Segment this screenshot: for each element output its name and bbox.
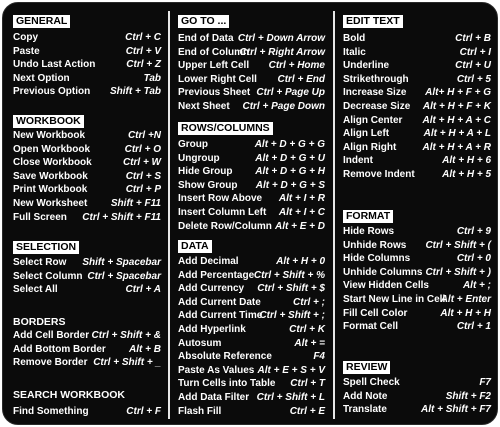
shortcut-keys: Shift + Spacebar: [82, 257, 161, 268]
shortcut-row: [13, 72, 161, 86]
shortcut-keys: Ctrl + A: [125, 284, 161, 296]
shortcut-action: Insert Column Left: [178, 207, 267, 218]
shortcut-keys: Ctrl + K: [289, 324, 325, 335]
shortcut-row: [13, 170, 161, 184]
section-title-data: DATA: [178, 240, 212, 253]
shortcut-keys: Ctrl + S: [125, 170, 161, 182]
shortcut-row: [13, 211, 161, 225]
column-divider: [168, 11, 170, 419]
shortcut-keys: Alt + D + G + U: [255, 152, 325, 164]
shortcut-row: [178, 309, 325, 323]
shortcut-action: Add Data Filter: [178, 392, 250, 403]
shortcut-action: Flash Fill: [178, 405, 222, 417]
shortcut-row: [178, 323, 325, 337]
shortcut-action: Underline: [343, 60, 390, 72]
shortcut-action: Delete Row/Column: [178, 220, 272, 232]
shortcut-action: End of Data: [178, 33, 234, 44]
shortcut-row: [343, 154, 491, 168]
shortcut-keys: Shift + F2: [445, 390, 491, 402]
shortcut-row: [343, 86, 491, 100]
shortcut-action: Previous Sheet: [178, 87, 251, 99]
section-title-borders: BORDERS: [13, 316, 66, 328]
shortcut-keys: Alt + =: [294, 337, 325, 349]
shortcut-keys: Ctrl + I: [459, 46, 491, 58]
shortcut-action: Select Row: [13, 257, 67, 268]
shortcut-keys: Ctrl + Shift + _: [93, 357, 161, 369]
shortcut-row: [343, 403, 491, 417]
shortcut-row: [178, 255, 325, 269]
shortcut-keys: Alt + E + S + V: [257, 364, 325, 376]
shortcut-keys: Ctrl + Shift + %: [253, 269, 325, 281]
shortcut-action: Add Percentage: [178, 269, 255, 281]
shortcut-keys: Ctrl + B: [455, 33, 491, 44]
section-title-review: REVIEW: [343, 361, 390, 374]
shortcut-action: Fill Cell Color: [343, 307, 408, 319]
shortcut-keys: Ctrl + V: [125, 45, 161, 57]
shortcut-row: [178, 364, 325, 378]
shortcut-row: [343, 307, 491, 321]
column-divider: [333, 11, 335, 419]
shortcut-action: Add Current Time: [178, 310, 263, 322]
shortcut-action: Add Cell Border: [13, 330, 90, 341]
shortcut-row: [178, 377, 325, 391]
shortcut-action: Add Note: [343, 390, 388, 402]
shortcut-keys: Ctrl + Z: [126, 59, 161, 71]
shortcut-row: [13, 283, 161, 297]
shortcut-action: Bold: [343, 33, 366, 44]
section-title-search: SEARCH WORKBOOK: [13, 389, 125, 401]
shortcut-row: [343, 390, 491, 404]
shortcut-row: [178, 165, 325, 179]
shortcut-keys: Ctrl + Down Arrow: [237, 33, 325, 44]
shortcut-keys: Ctrl + 1: [456, 321, 491, 333]
shortcut-row: [13, 143, 161, 157]
shortcut-keys: Alt + I + C: [278, 207, 325, 218]
shortcut-keys: Ctrl + Home: [268, 60, 325, 72]
shortcut-keys: Shift + Tab: [109, 86, 161, 98]
shortcut-action: Align Right: [343, 141, 397, 153]
shortcut-action: Upper Left Cell: [178, 60, 250, 72]
shortcut-action: Remove Indent: [343, 169, 415, 180]
shortcut-keys: Alt + H + A + C: [422, 114, 491, 126]
shortcut-action: Add Current Date: [178, 296, 261, 308]
shortcut-keys: Ctrl + Shift + F11: [82, 211, 161, 223]
shortcut-keys: Alt + H + 0: [276, 256, 325, 267]
shortcut-keys: Ctrl + Shift + ): [425, 266, 491, 278]
section-title-workbook: WORKBOOK: [13, 115, 84, 128]
shortcut-action: Absolute Reference: [178, 351, 272, 363]
shortcut-row: [343, 59, 491, 73]
shortcut-action: Close Workbook: [13, 157, 92, 169]
shortcut-action: Align Left: [343, 128, 390, 140]
shortcut-action: Increase Size: [343, 87, 407, 99]
shortcut-row: [343, 239, 491, 253]
shortcut-keys: Ctrl + C: [125, 32, 161, 43]
section-title-rowscolumns: ROWS/COLUMNS: [178, 122, 273, 135]
section-title-general: GENERAL: [13, 15, 70, 28]
shortcut-action: Next Sheet: [178, 101, 230, 112]
shortcut-row: [13, 129, 161, 143]
shortcut-mousepad: [2, 2, 498, 425]
shortcut-keys: Alt + H + 6: [442, 155, 491, 167]
shortcut-action: Add Bottom Border: [13, 343, 106, 355]
shortcut-keys: Alt + D + G + H: [255, 166, 325, 178]
shortcut-keys: Ctrl + Spacebar: [87, 270, 161, 282]
shortcut-action: Strikethrough: [343, 73, 409, 85]
shortcut-keys: Alt + B: [129, 343, 161, 355]
shortcut-row: [178, 32, 325, 46]
shortcut-action: Save Workbook: [13, 170, 88, 182]
shortcut-action: Add Currency: [178, 283, 245, 295]
shortcut-row: [178, 206, 325, 220]
shortcut-keys: Ctrl + Right Arrow: [239, 46, 325, 58]
shortcut-row: [13, 197, 161, 211]
shortcut-row: [178, 100, 325, 114]
shortcut-row: [343, 279, 491, 293]
shortcut-row: [178, 282, 325, 296]
shortcut-action: Unhide Rows: [343, 239, 407, 251]
shortcut-action: End of Column: [178, 46, 250, 58]
shortcut-row: [178, 350, 325, 364]
shortcut-row: [343, 252, 491, 266]
shortcut-action: Remove Border: [13, 357, 88, 369]
shortcut-action: Undo Last Action: [13, 59, 96, 71]
shortcut-action: Group: [178, 139, 208, 150]
shortcut-action: Align Center: [343, 114, 403, 126]
shortcut-action: Hide Group: [178, 166, 233, 178]
shortcut-row: [343, 73, 491, 87]
section-title-goto: GO TO ...: [178, 15, 229, 28]
shortcut-action: Select All: [13, 284, 58, 296]
shortcut-keys: Ctrl + ;: [293, 296, 325, 308]
shortcut-action: Add Decimal: [178, 256, 239, 267]
shortcut-action: Lower Right Cell: [178, 73, 257, 85]
shortcut-row: [13, 405, 161, 419]
shortcut-keys: Ctrl + 5: [456, 73, 491, 85]
shortcut-action: Open Workbook: [13, 143, 91, 155]
shortcut-action: Paste As Values: [178, 364, 255, 376]
shortcut-action: Turn Cells into Table: [178, 378, 276, 390]
shortcut-keys: Ctrl + T: [290, 378, 325, 390]
shortcut-row: [178, 179, 325, 193]
shortcut-action: Select Column: [13, 270, 83, 282]
shortcut-row: [178, 405, 325, 419]
shortcut-keys: Tab: [143, 72, 161, 84]
shortcut-keys: Alt + H + H: [440, 307, 491, 319]
shortcut-keys: Ctrl + U: [455, 60, 491, 72]
shortcut-keys: F4: [313, 351, 325, 363]
shortcut-keys: Alt+ H + F + G: [425, 87, 491, 99]
shortcut-action: Full Screen: [13, 211, 67, 223]
shortcut-action: Autosum: [178, 337, 222, 349]
shortcut-action: View Hidden Cells: [343, 280, 429, 292]
shortcut-keys: Ctrl + W: [122, 157, 161, 169]
shortcut-row: [343, 46, 491, 60]
shortcut-action: New Worksheet: [13, 198, 88, 209]
shortcut-keys: Alt + H + A + R: [422, 141, 491, 153]
shortcut-keys: Alt + H + 5: [442, 169, 491, 180]
shortcut-row: [343, 376, 491, 390]
shortcut-row: [178, 296, 325, 310]
shortcut-action: Add Hyperlink: [178, 324, 246, 335]
shortcut-keys: Alt + I + R: [278, 193, 325, 205]
shortcut-keys: Alt + D + G + G: [254, 139, 325, 150]
shortcut-action: Decrease Size: [343, 101, 411, 112]
shortcut-keys: Alt + H + A + L: [423, 128, 491, 140]
shortcut-keys: Alt + E + D: [274, 220, 325, 232]
shortcut-row: [178, 337, 325, 351]
shortcut-keys: Ctrl +N: [127, 130, 161, 141]
shortcut-row: [178, 73, 325, 87]
shortcut-row: [13, 45, 161, 59]
shortcut-action: Find Something: [13, 406, 89, 417]
shortcut-keys: Alt + Shift + F7: [420, 404, 491, 416]
shortcut-keys: Shift + F11: [110, 198, 161, 209]
shortcut-keys: Alt + Enter: [440, 294, 491, 305]
shortcut-keys: F7: [479, 377, 491, 388]
shortcut-action: Show Group: [178, 179, 238, 191]
shortcut-row: [13, 356, 161, 370]
shortcut-row: [178, 46, 325, 60]
shortcut-row: [178, 59, 325, 73]
shortcut-keys: Ctrl + 9: [456, 226, 491, 237]
shortcut-action: Unhide Columns: [343, 266, 423, 278]
shortcut-action: Insert Row Above: [178, 193, 263, 205]
shortcut-keys: Ctrl + P: [125, 184, 161, 196]
shortcut-keys: Ctrl + Shift + ;: [259, 310, 325, 322]
shortcut-row: [13, 329, 161, 343]
shortcut-row: [178, 220, 325, 234]
shortcut-row: [13, 270, 161, 284]
shortcut-row: [13, 31, 161, 45]
shortcut-keys: Ctrl + Page Up: [256, 87, 325, 99]
shortcut-action: Italic: [343, 46, 366, 58]
shortcut-row: [343, 168, 491, 182]
shortcut-row: [178, 192, 325, 206]
shortcut-row: [178, 269, 325, 283]
shortcut-keys: Ctrl + F: [126, 406, 161, 417]
shortcut-row: [343, 127, 491, 141]
shortcut-row: [343, 114, 491, 128]
shortcut-row: [13, 58, 161, 72]
shortcut-row: [343, 141, 491, 155]
shortcut-action: Start New Line in Cell: [343, 294, 446, 305]
shortcut-action: Spell Check: [343, 377, 400, 388]
shortcut-row: [13, 256, 161, 270]
shortcut-keys: Alt + ;: [462, 280, 491, 292]
shortcut-keys: Ctrl + Shift + (: [425, 239, 491, 251]
shortcut-row: [13, 85, 161, 99]
shortcut-row: [178, 86, 325, 100]
shortcut-action: Indent: [343, 155, 373, 167]
shortcut-row: [178, 138, 325, 152]
shortcut-action: Print Workbook: [13, 184, 88, 196]
shortcut-keys: Ctrl + Shift + $: [257, 283, 325, 295]
shortcut-keys: Ctrl + Page Down: [242, 101, 325, 112]
shortcut-row: [343, 32, 491, 46]
shortcut-action: Previous Option: [13, 86, 91, 98]
shortcut-keys: Ctrl + 0: [456, 253, 491, 265]
shortcut-row: [13, 183, 161, 197]
shortcut-action: New Workbook: [13, 130, 86, 141]
shortcut-keys: Ctrl + End: [277, 73, 325, 85]
shortcut-row: [13, 343, 161, 357]
shortcut-action: Ungroup: [178, 152, 220, 164]
shortcut-action: Hide Rows: [343, 226, 395, 237]
shortcut-keys: Ctrl + Shift + &: [91, 330, 161, 341]
shortcut-row: [343, 266, 491, 280]
shortcut-action: Paste: [13, 45, 40, 57]
shortcut-action: Hide Columns: [343, 253, 411, 265]
shortcut-row: [343, 293, 491, 307]
shortcut-row: [13, 156, 161, 170]
shortcut-row: [178, 391, 325, 405]
shortcut-action: Translate: [343, 404, 387, 416]
shortcut-keys: Ctrl + E: [289, 405, 325, 417]
shortcut-row: [343, 100, 491, 114]
shortcut-action: Format Cell: [343, 321, 399, 333]
section-title-selection: SELECTION: [13, 241, 79, 254]
shortcut-row: [343, 225, 491, 239]
section-title-format: FORMAT: [343, 210, 393, 223]
shortcut-keys: Alt + H + F + K: [422, 101, 491, 112]
shortcut-row: [178, 152, 325, 166]
shortcut-keys: Ctrl + O: [124, 143, 161, 155]
shortcut-row: [343, 320, 491, 334]
shortcut-keys: Ctrl + Shift + L: [256, 392, 325, 403]
section-title-edittext: EDIT TEXT: [343, 15, 403, 28]
shortcut-action: Copy: [13, 32, 38, 43]
shortcut-keys: Alt + D + G + S: [255, 179, 325, 191]
shortcut-action: Next Option: [13, 72, 70, 84]
